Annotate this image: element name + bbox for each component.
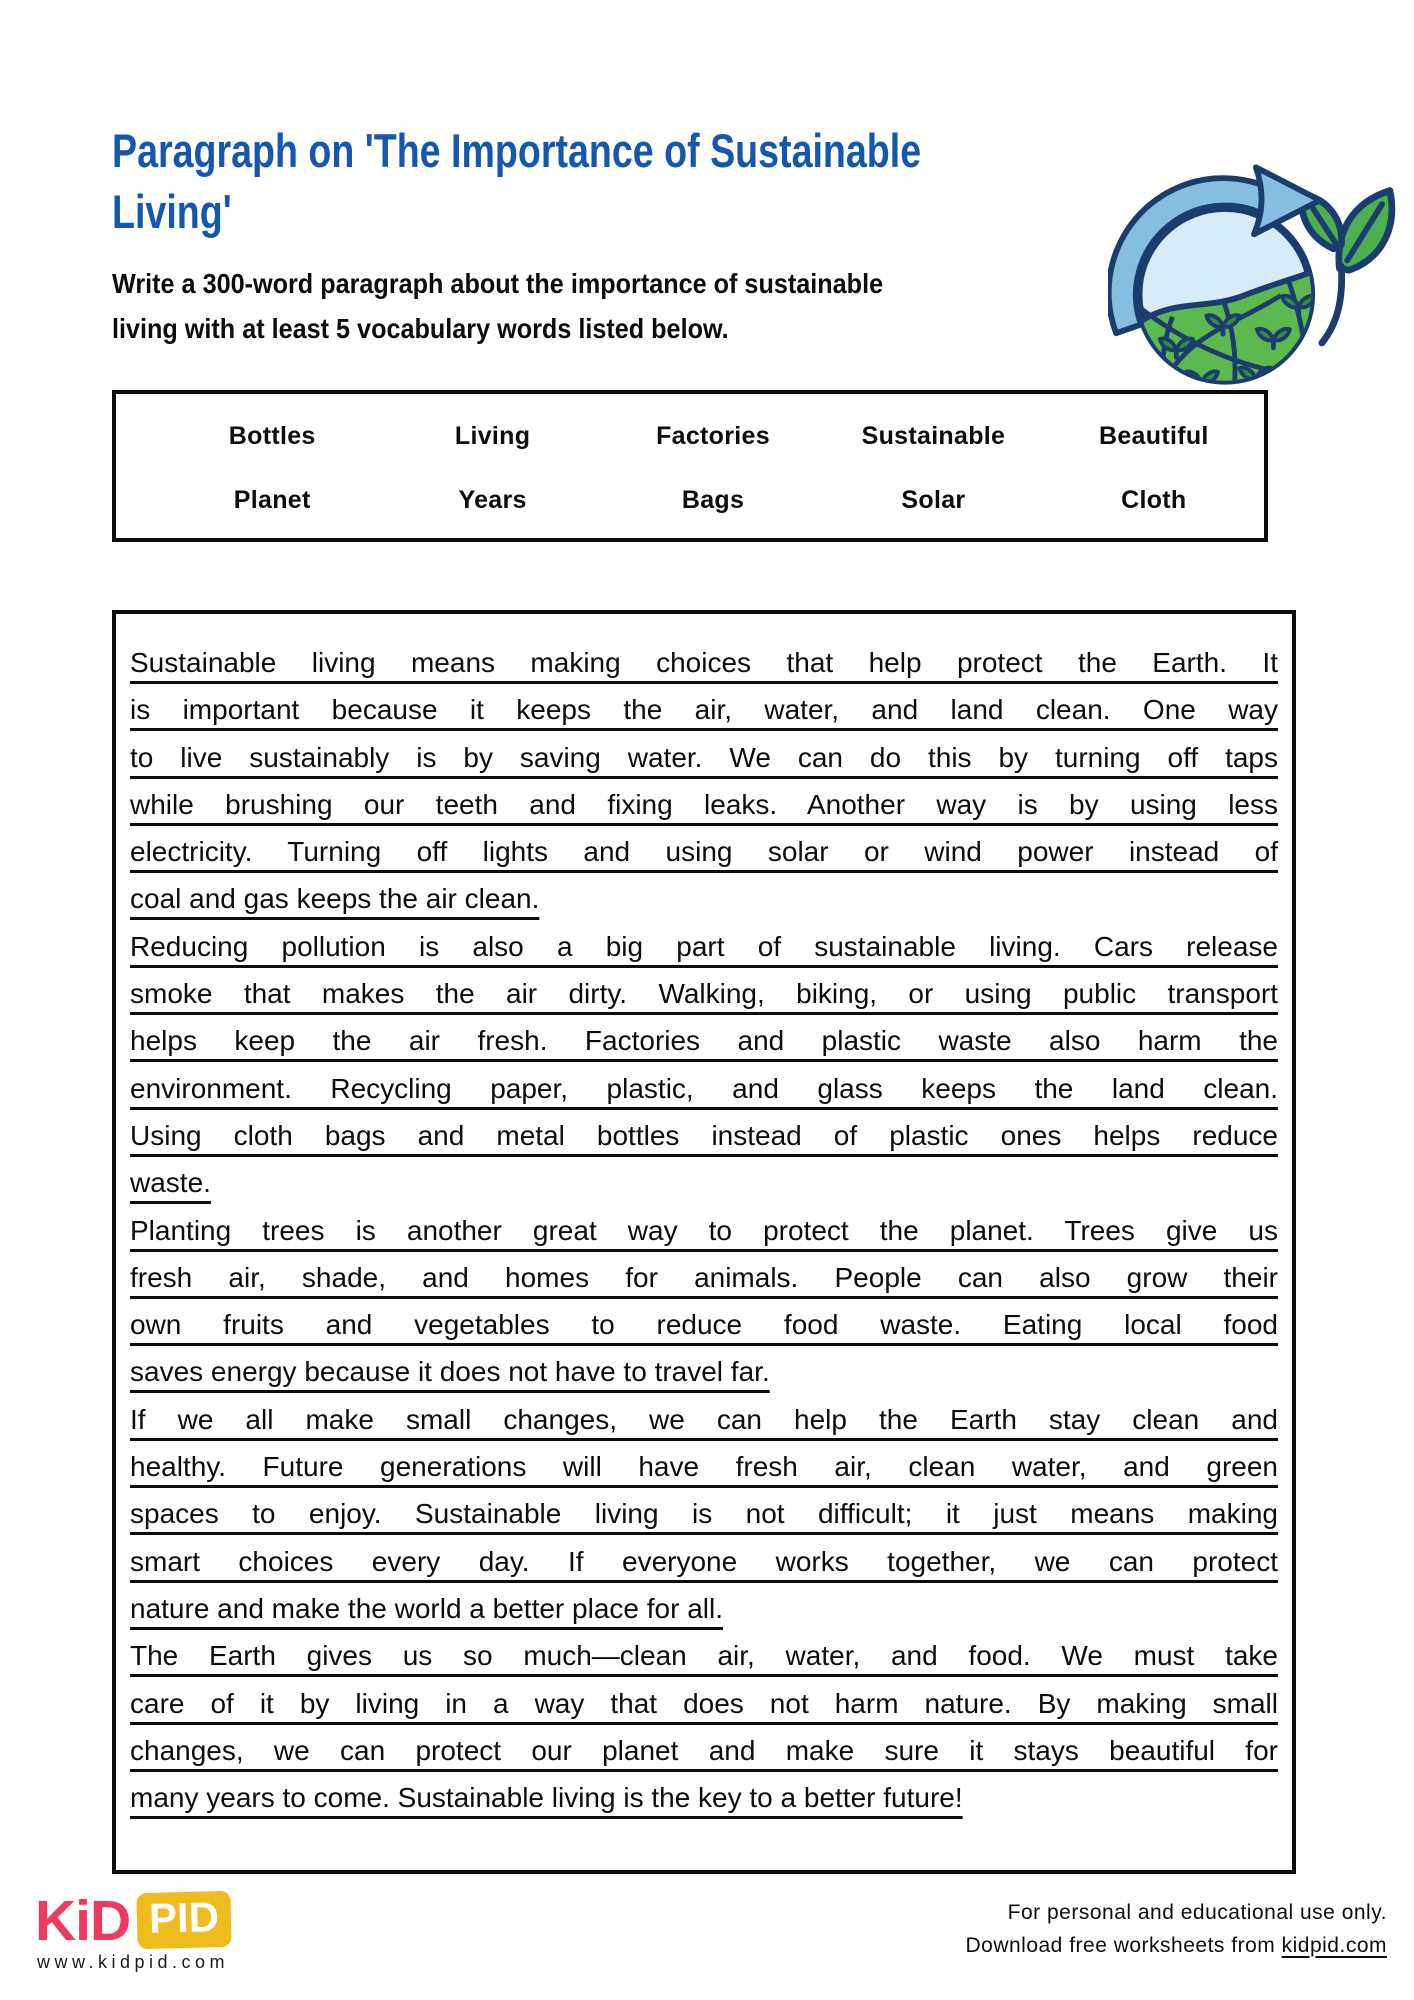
website-url: www.kidpid.com — [37, 1952, 230, 1972]
vocab-row — [162, 468, 1264, 532]
vocab-word: Bags — [681, 485, 745, 514]
worksheet-line: while brushing our teeth and fixing leaks. Another way is by using less — [130, 788, 1278, 820]
usage-note — [965, 1897, 1387, 1962]
vocab-word: Planet — [233, 485, 311, 514]
worksheet-line: care of it by living in a way that does not harm nature. By making small — [130, 1687, 1278, 1719]
worksheet-line: Reducing pollution is also a big part of sustainable living. Cars release — [130, 930, 1278, 962]
vocab-word: Living — [454, 421, 531, 450]
worksheet-line: waste. — [130, 1167, 211, 1199]
instructions-line: living with at least 5 vocabulary words listed below. — [112, 312, 729, 344]
paragraph-box — [112, 610, 1296, 1874]
worksheet-line: electricity. Turning off lights and using solar or wind power instead of — [130, 836, 1278, 868]
vocab-word: Sustainable — [861, 421, 1006, 450]
vocab-row — [162, 404, 1264, 468]
worksheet-line: Sustainable living means making choices that help protect the Earth. It — [130, 647, 1278, 678]
usage-note-line: For personal and educational use only. — [1007, 1901, 1387, 1924]
sustainability-illustration — [1108, 144, 1400, 406]
leaf-icon — [1302, 191, 1392, 343]
instructions-line: Write a 300-word paragraph about the importance of sustainable — [112, 268, 884, 299]
vocab-word: Factories — [656, 421, 770, 450]
instructions-text — [112, 262, 969, 352]
usage-note-line: Download free worksheets from kidpid.com — [965, 1933, 1387, 1957]
kidpid-logo — [35, 1888, 231, 1954]
logo-kid-text: KiD — [35, 1889, 131, 1953]
globe-recycle-icon — [1108, 144, 1400, 406]
vocab-word: Beautiful — [1099, 421, 1209, 450]
worksheet-line: is important because it keeps the air, water, and land clean. One way — [130, 694, 1278, 726]
worksheet-line: The Earth gives us so much—clean air, water, and food. We must take — [130, 1640, 1278, 1672]
worksheet-line: helps keep the air fresh. Factories and plastic waste also harm the — [130, 1025, 1278, 1057]
logo-pid-badge: PID — [136, 1891, 231, 1949]
worksheet-line: to live sustainably is by saving water. We can do this by turning off taps — [130, 741, 1278, 773]
vocab-word: Years — [458, 485, 527, 514]
worksheet-line: Planting trees is another great way to protect the planet. Trees give us — [130, 1214, 1278, 1246]
worksheet-line: saves energy because it does not have to travel far. — [130, 1356, 770, 1388]
title-line: Paragraph on 'The Importance of Sustainable — [112, 124, 922, 178]
vocab-word: Solar — [901, 485, 966, 514]
worksheet-line: smart choices every day. If everyone works together, we can protect — [130, 1545, 1278, 1577]
worksheet-line: healthy. Future generations will have fresh air, clean water, and green — [130, 1451, 1278, 1483]
page-title — [112, 121, 1123, 241]
worksheet-line: own fruits and vegetables to reduce food waste. Eating local food — [130, 1309, 1278, 1341]
worksheet-line: environment. Recycling paper, plastic, and glass keeps the land clean. — [130, 1072, 1278, 1104]
worksheet-line: spaces to enjoy. Sustainable living is not difficult; it just means making — [130, 1498, 1278, 1530]
worksheet-line: many years to come. Sustainable living is the key to a better future! — [130, 1782, 963, 1814]
vocab-word: Bottles — [228, 421, 316, 450]
worksheet-line: coal and gas keeps the air clean. — [130, 883, 540, 915]
worksheet-line: Using cloth bags and metal bottles instead of plastic ones helps reduce — [130, 1119, 1278, 1151]
worksheet-line: nature and make the world a better place for all. — [130, 1592, 724, 1624]
worksheet-line: fresh air, shade, and homes for animals. People can also grow their — [130, 1261, 1278, 1293]
title-line: Living' — [112, 184, 232, 238]
kidpid-link[interactable]: kidpid.com — [1281, 1933, 1387, 1957]
worksheet-line: smoke that makes the air dirty. Walking, biking, or using public transport — [130, 978, 1278, 1010]
worksheet-line: changes, we can protect our planet and make sure it stays beautiful for — [130, 1734, 1278, 1766]
vocab-word: Cloth — [1121, 485, 1187, 514]
vocabulary-box — [112, 390, 1268, 542]
worksheet-line: If we all make small changes, we can help the Earth stay clean and — [130, 1403, 1278, 1435]
